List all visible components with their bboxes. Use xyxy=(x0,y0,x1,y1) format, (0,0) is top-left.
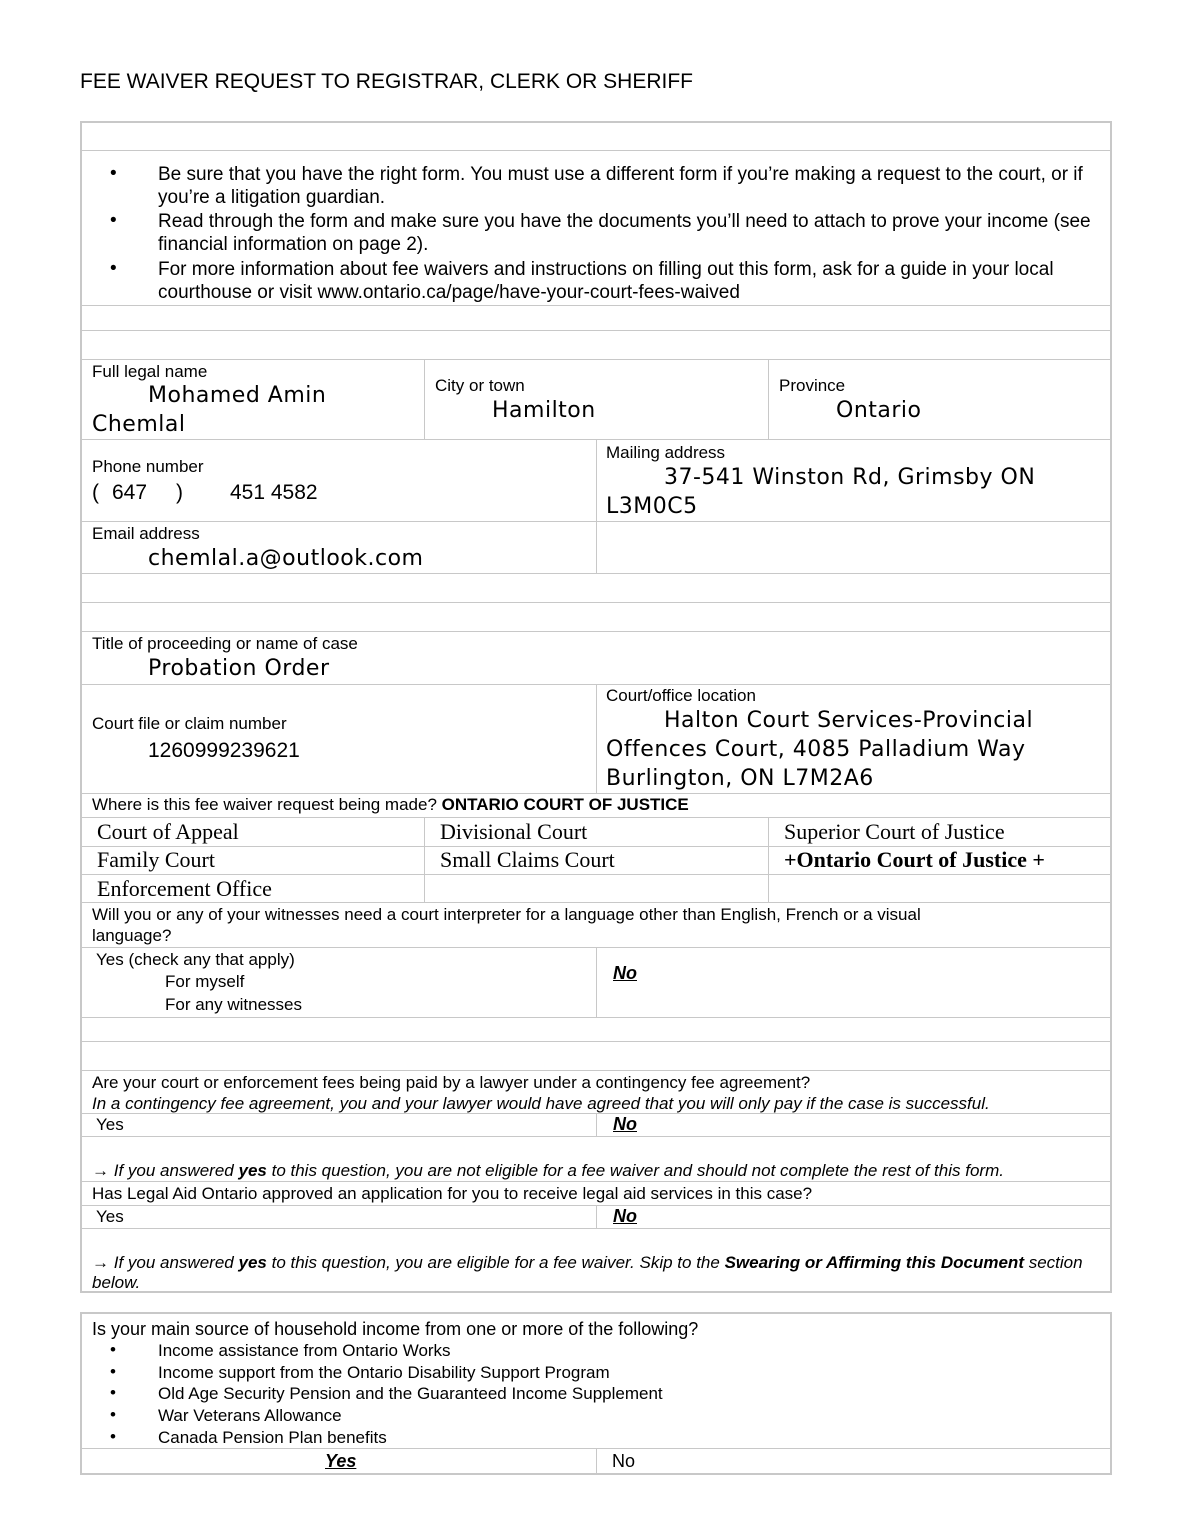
court-file-value: 1260999239621 xyxy=(148,739,300,762)
legal-aid-no-option[interactable] xyxy=(596,1205,1112,1229)
interpreter-yes-label: Yes (check any that apply) xyxy=(96,950,295,969)
spacer-row xyxy=(80,1017,1112,1042)
court-option-divisional-label: Divisional Court xyxy=(440,819,588,844)
phone-number: 451 4582 xyxy=(230,481,318,504)
case-title-label: Title of proceeding or name of case xyxy=(92,634,358,653)
court-option-family-label: Family Court xyxy=(97,847,215,872)
section-header xyxy=(80,121,1112,151)
court-type-label: Where is this fee waiver request being made? ONTARIO COURT OF JUSTICE xyxy=(92,795,689,814)
court-file-label: Court file or claim number xyxy=(92,714,287,733)
court-location-line1: Halton Court Services-Provincial xyxy=(664,708,1034,733)
income-no-option[interactable] xyxy=(596,1448,1112,1475)
court-option-enforcement-label: Enforcement Office xyxy=(97,876,272,901)
form-title: FEE WAIVER REQUEST TO REGISTRAR, CLERK OR SHERIFF xyxy=(80,70,693,93)
interpreter-question-line1: Will you or any of your witnesses need a court interpreter for a language other than English, French or a visual xyxy=(92,905,921,924)
email-label: Email address xyxy=(92,524,200,543)
phone-open-paren: ( xyxy=(92,481,99,504)
interpreter-myself-option[interactable]: For myself xyxy=(165,972,245,991)
case-title-value: Probation Order xyxy=(148,656,330,681)
interpreter-question-line2: language? xyxy=(92,926,172,945)
mailing-line1: 37-541 Winston Rd, Grimsby ON xyxy=(664,465,1036,490)
legal-aid-yes-label: Yes xyxy=(96,1207,124,1226)
city-label: City or town xyxy=(435,376,525,395)
contingency-no-option[interactable] xyxy=(596,1113,1112,1137)
court-type-answer: ONTARIO COURT OF JUSTICE xyxy=(441,795,689,814)
contingency-note: In a contingency fee agreement, you and your lawyer would have agreed that you will only pay if the case is successful. xyxy=(92,1094,990,1113)
phone-label: Phone number xyxy=(92,457,204,476)
legal-aid-yes-option[interactable] xyxy=(80,1205,597,1229)
court-option-superior-label: Superior Court of Justice xyxy=(784,819,1005,844)
court-location-line2: Offences Court, 4085 Palladium Way xyxy=(606,737,1026,762)
empty-cell xyxy=(768,874,1112,903)
city-field[interactable] xyxy=(424,359,769,440)
full-name-line2: Chemlal xyxy=(92,412,186,437)
contingency-followup-text: → If you answered yes to this question, you are not eligible for a fee waiver and should not complete the rest of this form. xyxy=(92,1161,1004,1180)
spacer-row xyxy=(80,305,1112,331)
phone-close-paren: ) xyxy=(176,481,183,504)
section-header xyxy=(80,1041,1112,1071)
legal-aid-followup-text: → If you answered yes to this question, you are eligible for a fee waiver. Skip to the Swearing or Affirming this Document section xyxy=(92,1253,1083,1272)
phone-area-code: 647 xyxy=(112,481,148,504)
interpreter-no-option[interactable] xyxy=(596,947,1112,1018)
section-header xyxy=(80,330,1112,360)
court-option-appeal-label: Court of Appeal xyxy=(97,819,239,844)
province-field[interactable] xyxy=(768,359,1112,440)
legal-aid-question-text: Has Legal Aid Ontario approved an application for you to receive legal aid services in this case? xyxy=(92,1184,813,1203)
interpreter-witnesses-option[interactable]: For any witnesses xyxy=(165,995,302,1014)
legal-aid-no-answer: No xyxy=(613,1206,637,1226)
income-yes-answer: Yes xyxy=(325,1451,357,1471)
court-location-line3: Burlington, ON L7M2A6 xyxy=(606,766,874,791)
contingency-question-text: Are your court or enforcement fees being paid by a lawyer under a contingency fee agreement? xyxy=(92,1073,811,1092)
empty-cell xyxy=(596,521,1112,574)
court-location-label: Court/office location xyxy=(606,686,756,705)
interpreter-no-answer: No xyxy=(613,963,637,983)
city-value: Hamilton xyxy=(492,398,596,423)
empty-cell xyxy=(424,874,769,903)
contingency-yes-option[interactable] xyxy=(80,1113,597,1137)
section-header xyxy=(80,602,1112,632)
mailing-label: Mailing address xyxy=(606,443,726,462)
province-value: Ontario xyxy=(836,398,922,423)
legal-aid-followup-line2: below. xyxy=(92,1273,141,1292)
contingency-no-answer: No xyxy=(613,1114,637,1134)
court-option-small-claims-label: Small Claims Court xyxy=(440,847,615,872)
court-option-ontario-label: +Ontario Court of Justice + xyxy=(784,847,1045,872)
full-name-line1: Mohamed Amin xyxy=(148,383,327,408)
full-name-label: Full legal name xyxy=(92,362,208,381)
mailing-line2: L3M0C5 xyxy=(606,494,698,519)
income-no-label: No xyxy=(612,1451,636,1471)
income-question: Is your main source of household income from one or more of the following? xyxy=(92,1319,699,1339)
spacer-row xyxy=(80,573,1112,603)
phone-field[interactable] xyxy=(80,439,597,522)
email-value: chemlal.a@outlook.com xyxy=(148,546,424,571)
province-label: Province xyxy=(779,376,846,395)
contingency-yes-label: Yes xyxy=(96,1115,124,1134)
